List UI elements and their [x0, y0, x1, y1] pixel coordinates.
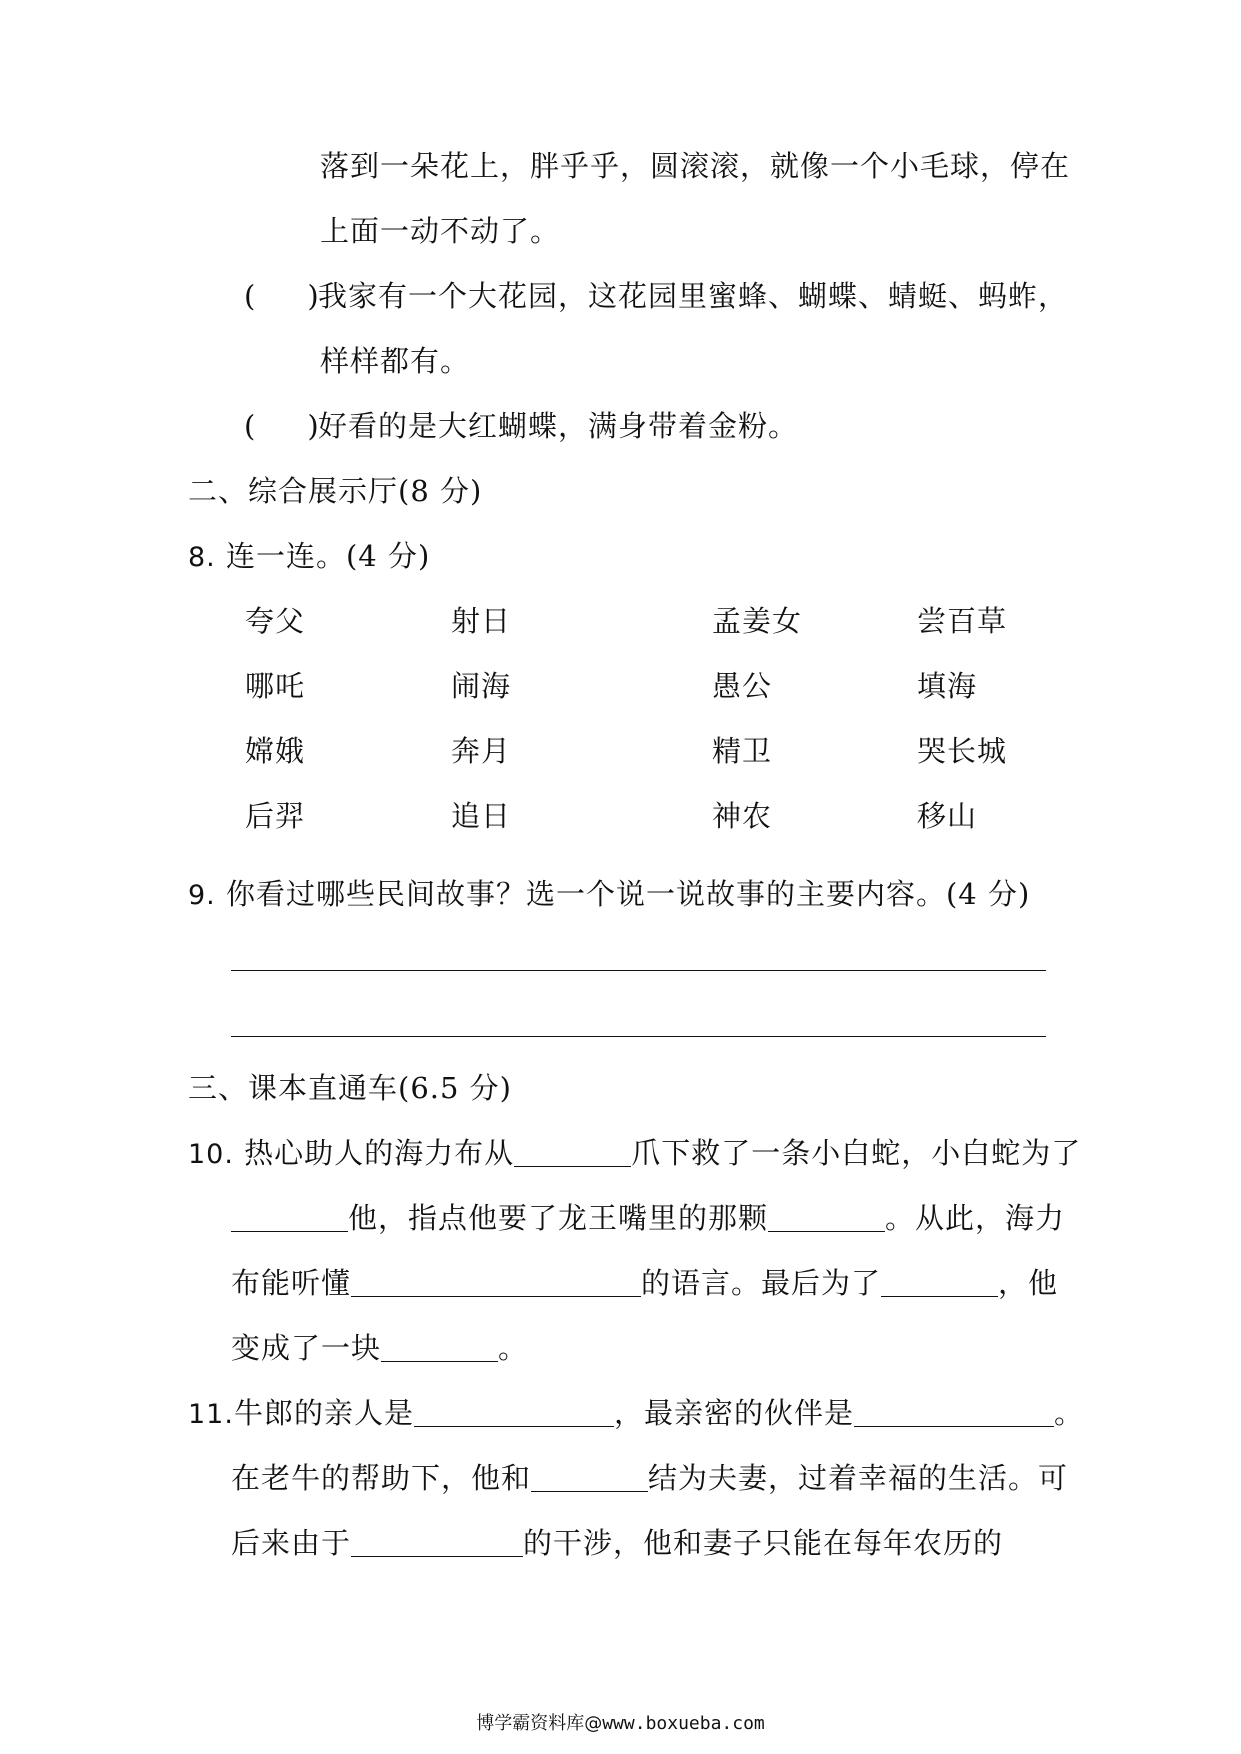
q7-item-3-text: 好看的是大红蝴蝶，满身带着金粉。 — [318, 409, 799, 443]
fill-blank[interactable] — [854, 1396, 1054, 1427]
q11-text: 。 — [1053, 1396, 1084, 1430]
q9-prompt — [188, 874, 1030, 916]
fill-blank[interactable] — [514, 1136, 631, 1167]
q9-text: 你看过哪些民间故事？选一个说一说故事的主要内容。(4 分) — [225, 877, 1031, 911]
q11-line-1 — [188, 1393, 1084, 1435]
q10-text: 。 — [498, 1331, 529, 1365]
footer-url[interactable]: www.boxueba.com — [602, 1713, 765, 1734]
q10-text: 变成了一块 — [231, 1331, 382, 1365]
q10-line-4 — [231, 1328, 528, 1368]
fill-blank[interactable] — [351, 1266, 641, 1297]
match-item[interactable]: 闹海 — [451, 669, 512, 703]
section-3-heading: 三、课本直通车(6.5 分) — [188, 1071, 512, 1105]
footer-site-name: 博学霸资料库@ — [476, 1713, 603, 1734]
q9-number: 9. — [188, 880, 216, 911]
q10-text: 的语言。最后为了 — [641, 1266, 882, 1300]
fill-blank[interactable] — [231, 1201, 348, 1232]
fill-blank[interactable] — [881, 1266, 998, 1297]
q11-line-3 — [231, 1523, 1003, 1563]
fill-blank[interactable] — [768, 1201, 885, 1232]
q10-text: ，他 — [998, 1266, 1059, 1300]
match-item[interactable]: 后羿 — [245, 799, 306, 833]
q10-number: 10. — [188, 1139, 234, 1170]
fill-blank[interactable] — [351, 1526, 523, 1557]
q10-line-2 — [231, 1198, 1065, 1238]
match-item[interactable]: 愚公 — [712, 669, 773, 703]
answer-parenthesis[interactable]: ( ) — [244, 409, 320, 443]
q11-number: 11. — [188, 1399, 234, 1430]
q10-text: 他，指点他要了龙王嘴里的那颗 — [348, 1201, 769, 1235]
q10-text: 布能听懂 — [231, 1266, 352, 1300]
match-item[interactable]: 填海 — [917, 669, 978, 703]
match-item[interactable]: 尝百草 — [917, 604, 1008, 638]
match-item[interactable]: 嫦娥 — [245, 734, 306, 768]
answer-line-1[interactable] — [231, 970, 1046, 971]
q7-passage-line-2: 上面一动不动了。 — [320, 214, 561, 248]
section-2-heading: 二、综合展示厅(8 分) — [188, 474, 483, 508]
match-item[interactable]: 射日 — [451, 604, 512, 638]
fill-blank[interactable] — [414, 1396, 614, 1427]
q8-prompt — [188, 536, 430, 578]
q11-text: ，最亲密的伙伴是 — [613, 1396, 854, 1430]
q8-text: 连一连。(4 分) — [225, 539, 431, 573]
q11-text: 在老牛的帮助下，他和 — [231, 1461, 532, 1495]
match-item[interactable]: 追日 — [451, 799, 512, 833]
match-item[interactable]: 精卫 — [712, 734, 773, 768]
q7-passage-line-1: 落到一朵花上，胖乎乎，圆滚滚，就像一个小毛球，停在 — [320, 149, 1071, 183]
q7-item-2 — [244, 276, 1068, 316]
q11-text: 结为夫妻，过着幸福的生活。可 — [648, 1461, 1069, 1495]
q11-text: 牛郎的亲人是 — [233, 1396, 414, 1430]
match-item[interactable]: 神农 — [712, 799, 773, 833]
q10-line-1 — [188, 1133, 1081, 1175]
match-item[interactable]: 哪吒 — [245, 669, 306, 703]
q8-number: 8. — [188, 542, 216, 573]
q11-text: 的干涉，他和妻子只能在每年农历的 — [523, 1526, 1004, 1560]
footer-watermark — [0, 1712, 1241, 1736]
answer-line-2[interactable] — [231, 1036, 1046, 1037]
q11-text: 后来由于 — [231, 1526, 352, 1560]
q7-item-2-continuation: 样样都有。 — [320, 344, 471, 378]
answer-parenthesis[interactable]: ( ) — [244, 279, 320, 313]
match-item[interactable]: 移山 — [917, 799, 978, 833]
match-item[interactable]: 哭长城 — [917, 734, 1008, 768]
q7-item-2-text: 我家有一个大花园，这花园里蜜蜂、蝴蝶、蜻蜓、蚂蚱， — [318, 279, 1069, 313]
fill-blank[interactable] — [381, 1331, 498, 1362]
q10-text: 爪下救了一条小白蛇，小白蛇为了 — [631, 1136, 1082, 1170]
match-item[interactable]: 夸父 — [245, 604, 306, 638]
match-item[interactable]: 奔月 — [451, 734, 512, 768]
q11-line-2 — [231, 1458, 1068, 1498]
q10-text: 热心助人的海力布从 — [244, 1136, 515, 1170]
q10-text: 。从此，海力 — [885, 1201, 1066, 1235]
fill-blank[interactable] — [531, 1461, 648, 1492]
q10-line-3 — [231, 1263, 1058, 1303]
match-item[interactable]: 孟姜女 — [712, 604, 803, 638]
q7-item-3 — [244, 406, 798, 446]
